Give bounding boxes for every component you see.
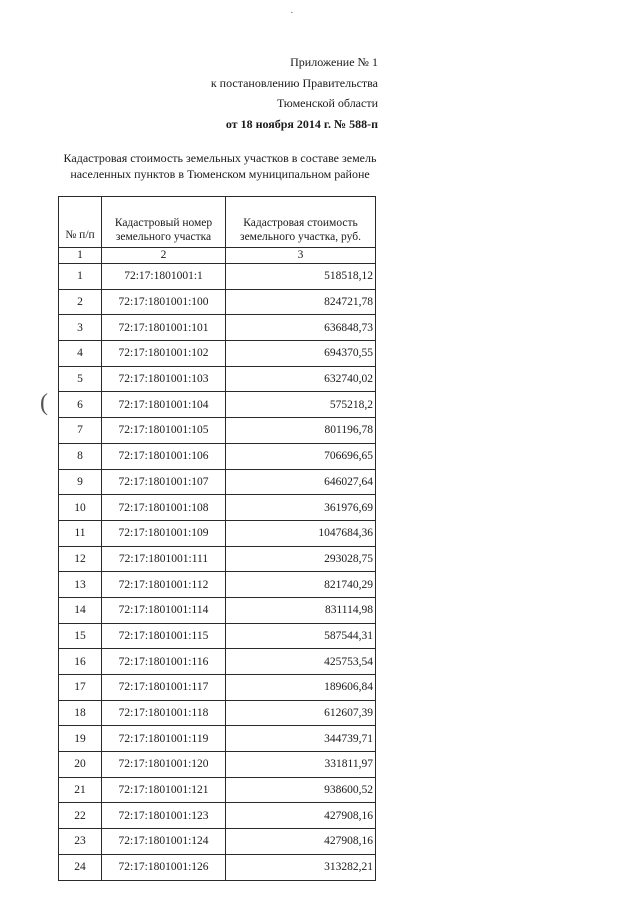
cadastral-value: 189606,84 [226, 675, 376, 701]
cadastral-value: 425753,54 [226, 649, 376, 675]
table-row [59, 418, 376, 444]
row-number: 11 [59, 520, 102, 546]
cadastral-value: 824721,78 [226, 289, 376, 315]
cadastral-number: 72:17:1801001:126 [102, 854, 226, 880]
row-number: 24 [59, 854, 102, 880]
table-row [59, 264, 376, 290]
cadastral-value: 821740,29 [226, 572, 376, 598]
cadastral-number: 72:17:1801001:114 [102, 597, 226, 623]
row-number: 8 [59, 443, 102, 469]
table-row [59, 649, 376, 675]
scan-speck: ˙ [290, 10, 294, 22]
cadastral-number: 72:17:1801001:116 [102, 649, 226, 675]
table-row [59, 777, 376, 803]
table-row [59, 315, 376, 341]
cadastral-number: 72:17:1801001:103 [102, 366, 226, 392]
cadastral-value: 694370,55 [226, 341, 376, 367]
row-number: 18 [59, 700, 102, 726]
table-row [59, 469, 376, 495]
cadastral-number: 72:17:1801001:121 [102, 777, 226, 803]
table-row [59, 520, 376, 546]
cadastral-value: 518518,12 [226, 264, 376, 290]
table-row [59, 700, 376, 726]
row-number: 23 [59, 829, 102, 855]
document-title [60, 151, 380, 182]
table-row [59, 572, 376, 598]
table-row [59, 675, 376, 701]
row-number: 4 [59, 341, 102, 367]
cadastral-value: 1047684,36 [226, 520, 376, 546]
cadastral-number: 72:17:1801001:120 [102, 752, 226, 778]
cadastral-value: 938600,52 [226, 777, 376, 803]
table-row [59, 495, 376, 521]
cadastral-number: 72:17:1801001:123 [102, 803, 226, 829]
cadastral-value: 646027,64 [226, 469, 376, 495]
cadastral-value: 632740,02 [226, 366, 376, 392]
row-number: 10 [59, 495, 102, 521]
header-cadastral-value: Кадастровая стоимость земельного участка, руб. [226, 197, 376, 248]
row-number: 14 [59, 597, 102, 623]
table-row [59, 752, 376, 778]
cadastral-number: 72:17:1801001:112 [102, 572, 226, 598]
appendix-header [211, 52, 378, 134]
row-number: 19 [59, 726, 102, 752]
header-cadastral-number: Кадастровый номер земельного участка [102, 197, 226, 248]
cadastral-value: 831114,98 [226, 597, 376, 623]
cadastral-value: 612607,39 [226, 700, 376, 726]
row-number: 20 [59, 752, 102, 778]
cadastral-value: 344739,71 [226, 726, 376, 752]
cadastral-number: 72:17:1801001:108 [102, 495, 226, 521]
row-number: 12 [59, 546, 102, 572]
cadastral-value: 575218,2 [226, 392, 376, 418]
row-number: 22 [59, 803, 102, 829]
row-number: 2 [59, 289, 102, 315]
cadastral-value: 587544,31 [226, 623, 376, 649]
appendix-reference: к постановлению Правительства [210, 75, 378, 90]
table-row [59, 803, 376, 829]
cadastral-value: 706696,65 [226, 443, 376, 469]
table-row [59, 623, 376, 649]
cadastral-number: 72:17:1801001:100 [102, 289, 226, 315]
table-row [59, 854, 376, 880]
cadastral-number: 72:17:1801001:102 [102, 341, 226, 367]
column-number: 1 [59, 248, 102, 264]
row-number: 7 [59, 418, 102, 444]
cadastral-number: 72:17:1801001:118 [102, 700, 226, 726]
row-number: 21 [59, 777, 102, 803]
appendix-date-number: от 18 ноября 2014 г. № 588-п [225, 116, 378, 131]
table-row [59, 829, 376, 855]
row-number: 15 [59, 623, 102, 649]
row-number: 17 [59, 675, 102, 701]
cadastral-number: 72:17:1801001:101 [102, 315, 226, 341]
cadastral-number: 72:17:1801001:106 [102, 443, 226, 469]
row-number: 1 [59, 264, 102, 290]
appendix-region: Тюменской области [277, 96, 378, 110]
cadastral-value: 331811,97 [226, 752, 376, 778]
cadastral-value: 361976,69 [226, 495, 376, 521]
column-number: 2 [102, 248, 226, 264]
table-row [59, 366, 376, 392]
table-row [59, 289, 376, 315]
cadastral-number: 72:17:1801001:117 [102, 675, 226, 701]
header-row-number: № п/п [59, 197, 102, 248]
table-row [59, 726, 376, 752]
document-title-line-1: Кадастровая стоимость земельных участков в составе земель [63, 151, 377, 165]
table-row [59, 392, 376, 418]
cadastral-value: 293028,75 [226, 546, 376, 572]
table-row [59, 443, 376, 469]
cadastral-value: 801196,78 [226, 418, 376, 444]
cadastral-number: 72:17:1801001:115 [102, 623, 226, 649]
cadastral-number: 72:17:1801001:111 [102, 546, 226, 572]
scan-pen-mark: ( [40, 390, 48, 416]
cadastral-number: 72:17:1801001:109 [102, 520, 226, 546]
document-title-line-2: населенных пунктов в Тюменском муниципальном районе [70, 166, 370, 181]
cadastral-value: 636848,73 [226, 315, 376, 341]
appendix-number: Приложение № 1 [290, 55, 378, 69]
cadastral-number: 72:17:1801001:1 [102, 264, 226, 290]
cadastral-number: 72:17:1801001:119 [102, 726, 226, 752]
row-number: 9 [59, 469, 102, 495]
row-number: 5 [59, 366, 102, 392]
cadastral-value-table [58, 196, 376, 881]
cadastral-number: 72:17:1801001:124 [102, 829, 226, 855]
column-number-row [59, 248, 376, 264]
cadastral-number: 72:17:1801001:105 [102, 418, 226, 444]
column-number: 3 [226, 248, 376, 264]
cadastral-value: 427908,16 [226, 829, 376, 855]
cadastral-number: 72:17:1801001:104 [102, 392, 226, 418]
cadastral-value: 313282,21 [226, 854, 376, 880]
table-body [59, 264, 376, 881]
cadastral-value: 427908,16 [226, 803, 376, 829]
table-row [59, 341, 376, 367]
table-row [59, 597, 376, 623]
cadastral-number: 72:17:1801001:107 [102, 469, 226, 495]
row-number: 13 [59, 572, 102, 598]
row-number: 6 [59, 392, 102, 418]
row-number: 3 [59, 315, 102, 341]
table-row [59, 546, 376, 572]
row-number: 16 [59, 649, 102, 675]
table-header-row [59, 197, 376, 248]
